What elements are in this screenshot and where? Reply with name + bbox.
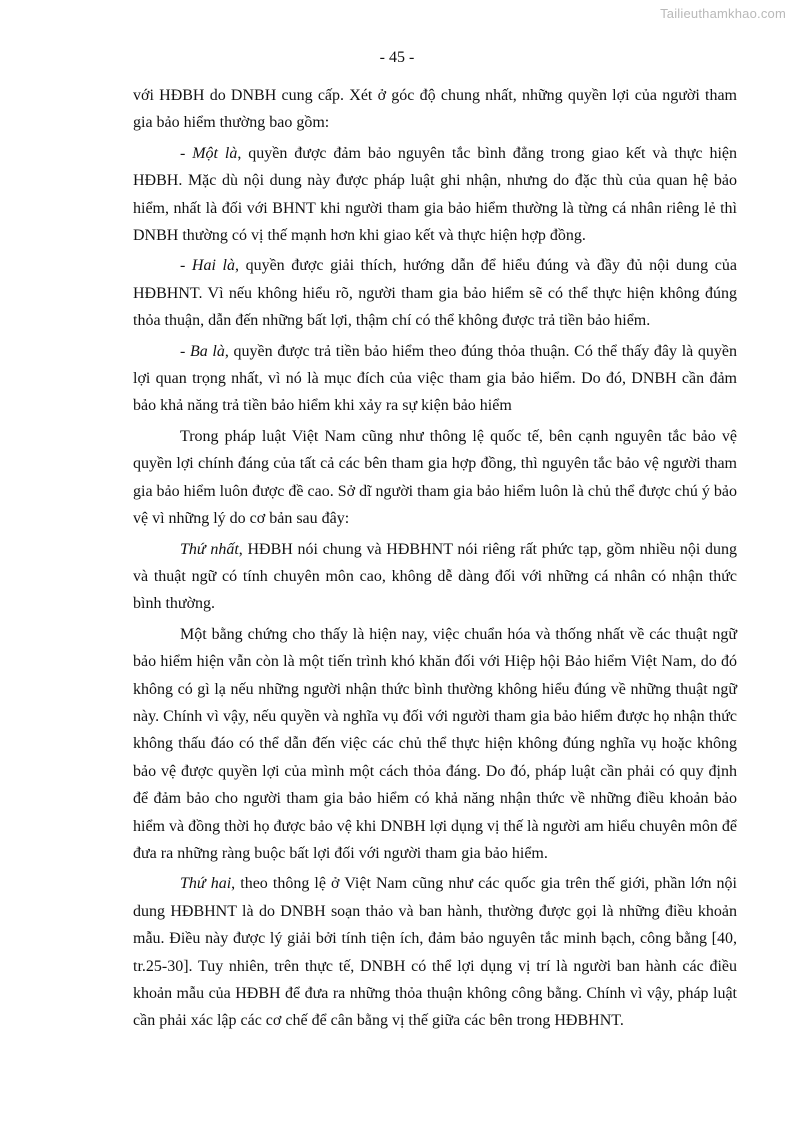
paragraph-right-two (133, 252, 737, 334)
paragraph-text: , quyền được đảm bảo nguyên tắc bình đẳng trong giao kết và thực hiện HĐBH. Mặc dù nội dung này được pháp luật ghi nhận, nhưng do đặc thù của quan hệ bảo hiểm, nhất là đối với BHNT khi người tham gia bảo hiểm thường là từng cá nhân riêng lẻ thì DNBH thường có vị thế mạnh hơn khi giao kết và thực hiện hợp đồng. (133, 144, 738, 245)
paragraph-text: Một bằng chứng cho thấy là hiện nay, việc chuẩn hóa và thống nhất về các thuật ngữ bảo hiểm hiện vẫn còn là một tiến trình khó khăn đối với Hiệp hội Bảo hiểm Việt Nam, do đó không có gì lạ nếu những người nhận thức bình thường không hiểu đúng về những thuật ngữ này. Chính vì vậy, nếu quyền và nghĩa vụ đối với người tham gia bảo hiểm được họ nhận thức không thấu đáo có thể dẫn đến việc các chủ thể thực hiện không đúng nghĩa vụ hoặc không bảo vệ được quyền lợi của mình một cách thỏa đáng. Do đó, pháp luật cần phải có quy định để đảm bảo cho người tham gia bảo hiểm có khả năng nhận thức về những điều khoản bảo hiểm và đồng thời họ được bảo vệ khi DNBH lợi dụng vị thế là người am hiểu chuyên môn để đưa ra những ràng buộc bất lợi đối với người tham gia bảo hiểm. (133, 625, 737, 862)
paragraph-right-one (133, 140, 737, 250)
paragraph-lead: - Một là (180, 144, 238, 162)
paragraph-lead: Thứ nhất (180, 540, 239, 558)
paragraph-lead: - Ba là (180, 342, 225, 360)
paragraph-text: với HĐBH do DNBH cung cấp. Xét ở góc độ chung nhất, những quyền lợi của người tham gia bảo hiểm thường bao gồm: (133, 87, 737, 132)
paragraph-text: , quyền được giải thích, hướng dẫn để hiểu đúng và đầy đủ nội dung của HĐBHNT. Vì nếu không hiểu rõ, người tham gia bảo hiểm sẽ có thể thực hiện không đúng thỏa thuận, dẫn đến những bất lợi, thậm chí có thể không được trả tiền bảo hiểm. (133, 257, 737, 330)
paragraph-text: Trong pháp luật Việt Nam cũng như thông lệ quốc tế, bên cạnh nguyên tắc bảo vệ quyền lợi chính đáng của tất cả các bên tham gia hợp đồng, thì nguyên tắc bảo vệ người tham gia bảo hiểm luôn được đề cao. Sở dĩ người tham gia bảo hiểm luôn là chủ thể được chú ý bảo vệ vì những lý do cơ bản sau đây: (133, 427, 737, 528)
paragraph-reason-two (133, 870, 737, 1034)
watermark: Tailieuthamkhao.com (660, 6, 786, 21)
paragraph-text: , HĐBH nói chung và HĐBHNT nói riêng rất phức tạp, gồm nhiều nội dung và thuật ngữ có tính chuyên môn cao, không dễ dàng đối với những cá nhân có nhận thức bình thường. (133, 540, 737, 613)
paragraph-right-three (133, 338, 737, 420)
paragraph-text: , quyền được trả tiền bảo hiểm theo đúng thỏa thuận. Có thể thấy đây là quyền lợi quan trọng nhất, vì nó là mục đích của việc tham gia bảo hiểm. Do đó, DNBH cần đảm bảo khả năng trả tiền bảo hiểm khi xảy ra sự kiện bảo hiểm (133, 342, 738, 415)
paragraph-protection-principle (133, 423, 737, 533)
paragraph-lead: Thứ hai (180, 875, 232, 893)
paragraph-text: , theo thông lệ ở Việt Nam cũng như các quốc gia trên thế giới, phần lớn nội dung HĐBHNT là do DNBH soạn thảo và ban hành, thường được gọi là những điều khoản mẫu. Điều này được lý giải bởi tính tiện ích, đảm bảo nguyên tắc minh bạch, công bằng [40, tr.25-30]. Tuy nhiên, trên thực tế, DNBH có thể lợi dụng vị trí là người ban hành các điều khoản mẫu của HĐBH để đưa ra những thỏa thuận không công bằng. Chính vì vậy, pháp luật cần phải xác lập các cơ chế để cân bằng vị thế giữa các bên trong HĐBHNT. (133, 875, 737, 1030)
paragraph-reason-one (133, 536, 737, 618)
paragraph-lead: - Hai là (180, 257, 235, 275)
page-number: - 45 - (379, 49, 415, 66)
paragraph-evidence (133, 621, 737, 868)
paragraph-continuation (133, 82, 737, 137)
document-body (133, 82, 737, 1038)
